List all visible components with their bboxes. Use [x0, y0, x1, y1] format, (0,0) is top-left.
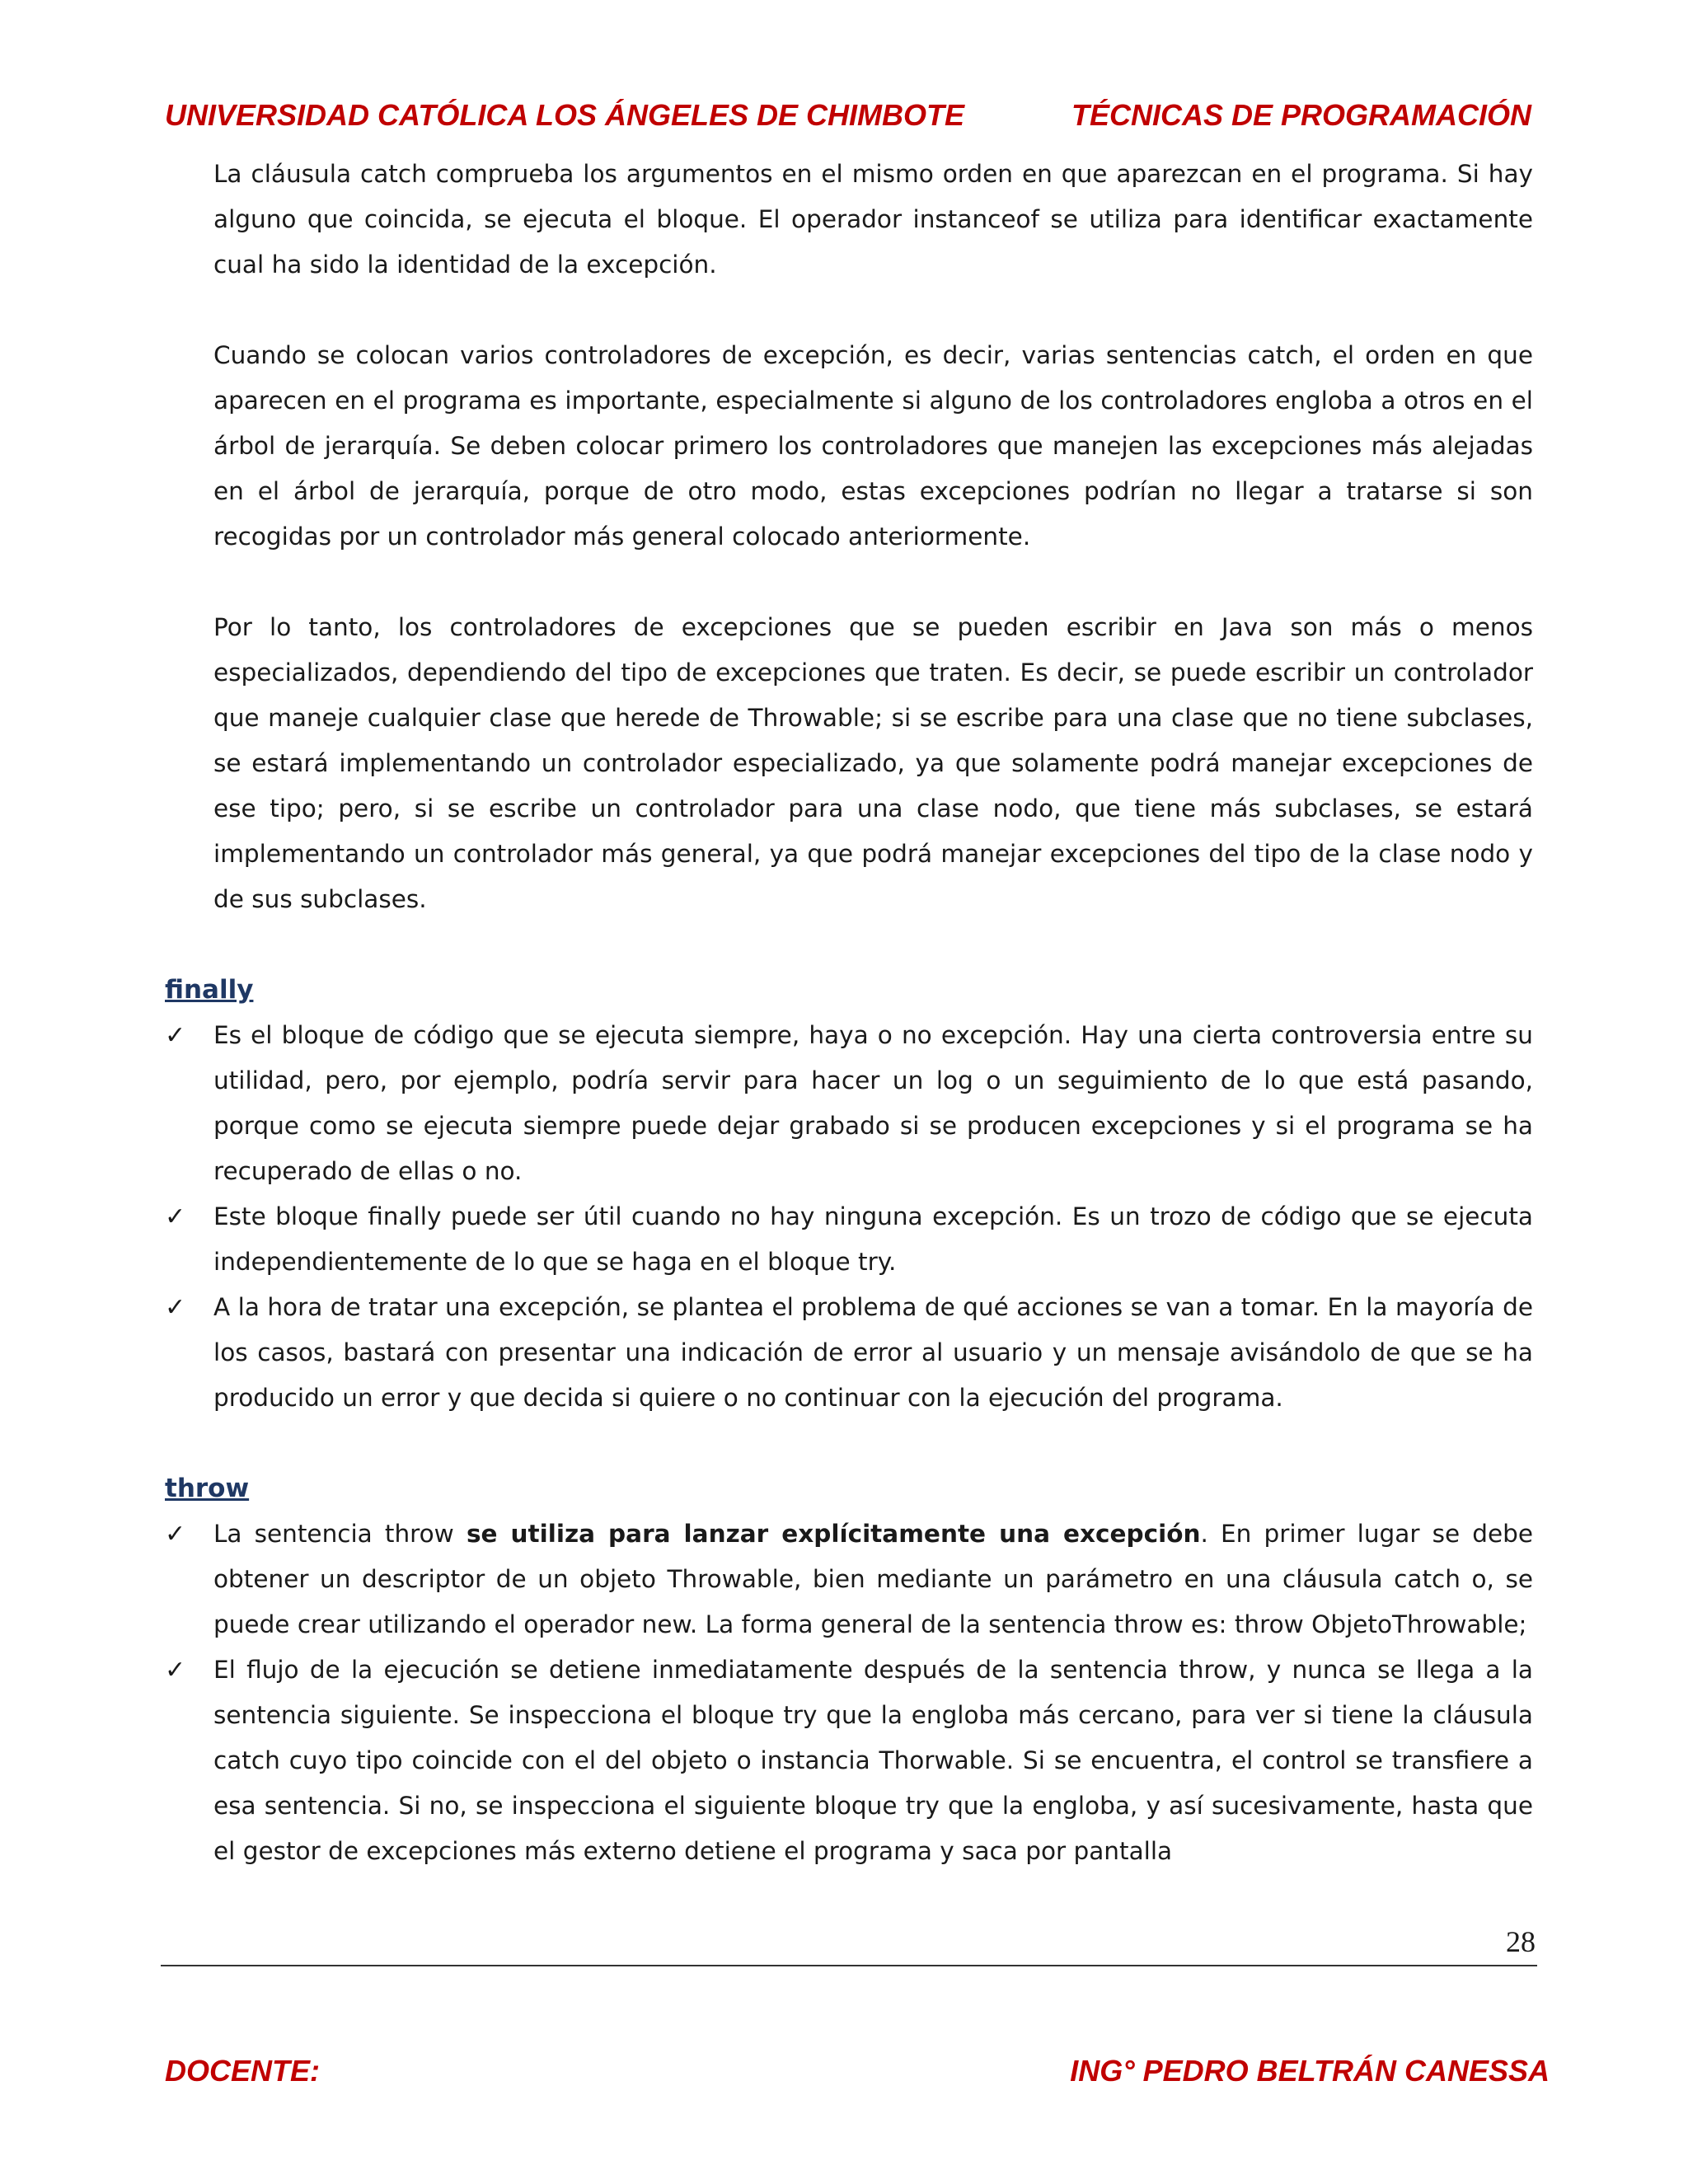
header-course: TÉCNICAS DE PROGRAMACIÓN: [1071, 98, 1531, 132]
list-item: [165, 1647, 1533, 1874]
page-number: 28: [1506, 1925, 1536, 1958]
footer-divider: [161, 1965, 1537, 1966]
checkmark-icon: ✓: [165, 1021, 186, 1050]
section-title-finally: finally: [165, 975, 254, 1005]
body-text: [165, 152, 1533, 1874]
checkmark-icon: ✓: [165, 1656, 186, 1685]
footer-label: DOCENTE:: [165, 2054, 320, 2088]
footer-teacher-name: ING° PEDRO BELTRÁN CANESSA: [1070, 2054, 1550, 2088]
list-item-text: El flujo de la ejecución se detiene inmediatamente después de la sentencia throw, y nunca se llega a la sentencia siguiente. Se inspecciona el bloque try que la engloba más cercano, para ver si tiene la cláusula catch cuyo tipo coincide con el del objeto o instancia Thorwable. Si se encuentra, el control se transfiere a esa sentencia. Si no, se inspecciona el siguiente bloque try que la engloba, y así sucesivamente, hasta que el gestor de excepciones más externo detiene el programa y saca por pantalla: [213, 1656, 1533, 1865]
list-item: [165, 1194, 1533, 1285]
list-item-text: Es el bloque de código que se ejecuta siempre, haya o no excepción. Hay una cierta controversia entre su utilidad, pero, por ejemplo, podría servir para hacer un log o un seguimiento de lo que está pasando, porque como se ejecuta siempre puede dejar grabado si se producen excepciones y si el programa se ha recuperado de ellas o no.: [213, 1021, 1533, 1185]
list-item-text-end: . En primer lugar se debe obtener un descriptor de un objeto Throwable, bien mediante un parámetro en una cláusula catch o, se puede crear utilizando el operador new. La forma general de la sentencia throw es: throw ObjetoThrowable;: [213, 1520, 1534, 1638]
list-item: [165, 1511, 1533, 1647]
paragraph-specialized-handlers: Por lo tanto, los controladores de excepciones que se pueden escribir en Java son más o menos especializados, dependiendo del tipo de excepciones que traten. Es decir, se puede escribir un controlador que maneje cualquier clase que herede de Throwable; si se escribe para una clase que no tiene subclases, se estará implementando un controlador especializado, ya que solamente podrá manejar excepciones de ese tipo; pero, si se escribe un controlador para una clase nodo, que tiene más subclases, se estará implementando un controlador más general, ya que podrá manejar excepciones del tipo de la clase nodo y de sus subclases.: [213, 613, 1533, 913]
list-item-text-bold: se utiliza para lanzar explícitamente una excepción: [466, 1520, 1201, 1548]
throw-list: [165, 1511, 1533, 1874]
finally-list: [165, 1013, 1533, 1421]
checkmark-icon: ✓: [165, 1520, 186, 1549]
list-item-text: A la hora de tratar una excepción, se plantea el problema de qué acciones se van a tomar. En la mayoría de los casos, bastará con presentar una indicación de error al usuario y un mensaje avisándolo de que se ha producido un error y que decida si quiere o no continuar con la ejecución del programa.: [213, 1293, 1533, 1412]
list-item: [165, 1285, 1533, 1421]
list-item: [165, 1013, 1533, 1194]
list-item-text: Este bloque finally puede ser útil cuando no hay ninguna excepción. Es un trozo de código que se ejecuta independientemente de lo que se haga en el bloque try.: [213, 1202, 1533, 1276]
checkmark-icon: ✓: [165, 1293, 186, 1322]
paragraph-multiple-catch: Cuando se colocan varios controladores de excepción, es decir, varias sentencias catch, el orden en que aparecen en el programa es importante, especialmente si alguno de los controladores engloba a otros en el árbol de jerarquía. Se deben colocar primero los controladores que manejen las excepciones más alejadas en el árbol de jerarquía, porque de otro modo, estas excepciones podrían no llegar a tratarse si son recogidas por un controlador más general colocado anteriormente.: [213, 341, 1533, 551]
list-item-text-start: La sentencia throw: [213, 1520, 467, 1548]
section-title-throw: throw: [165, 1474, 250, 1503]
checkmark-icon: ✓: [165, 1202, 186, 1231]
header-university: UNIVERSIDAD CATÓLICA LOS ÁNGELES DE CHIMBOTE: [165, 98, 965, 132]
paragraph-catch-order: La cláusula catch comprueba los argumentos en el mismo orden en que aparezcan en el programa. Si hay alguno que coincida, se ejecuta el bloque. El operador instanceof se utiliza para identificar exactamente cual ha sido la identidad de la excepción.: [213, 160, 1533, 279]
